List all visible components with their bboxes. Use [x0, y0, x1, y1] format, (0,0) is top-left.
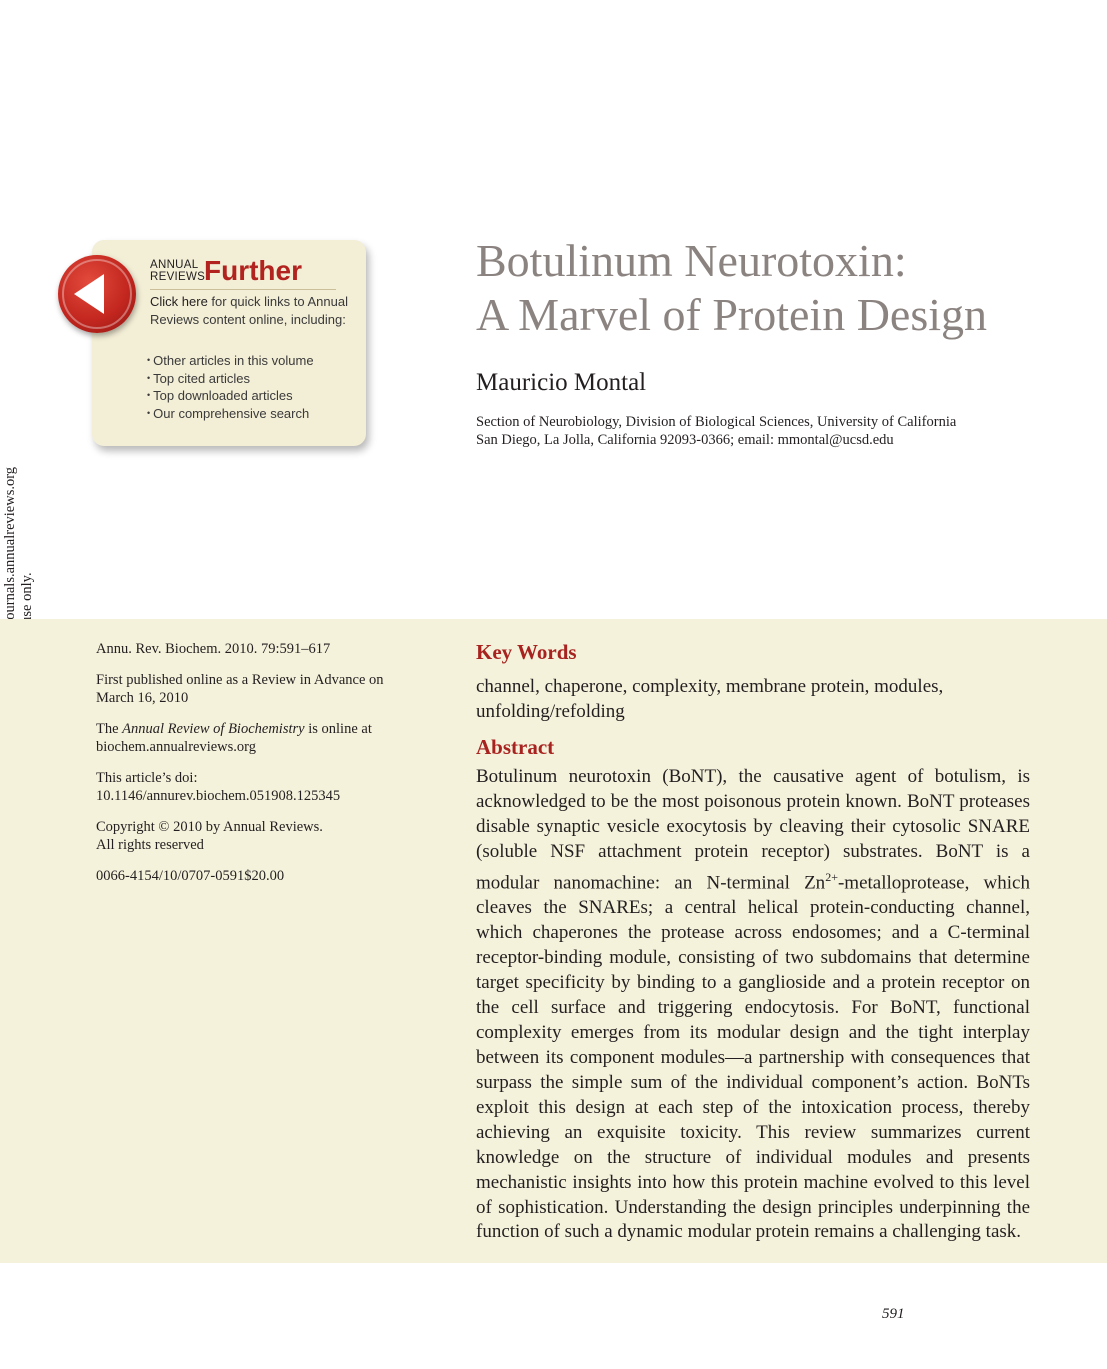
click-here-link[interactable]: Click here [150, 294, 208, 309]
article-title: Botulinum Neurotoxin: A Marvel of Protein Design [476, 235, 988, 340]
abstract-heading: Abstract [476, 735, 555, 759]
abstract-column [476, 638, 1030, 1245]
key-words-heading: Key Words [476, 640, 577, 664]
page-number: 591 [882, 1306, 905, 1322]
further-link-top-downloaded[interactable]: • Top downloaded articles [147, 387, 314, 405]
author-name: Mauricio Montal [476, 369, 647, 396]
further-link-search[interactable]: • Our comprehensive search [147, 405, 314, 423]
key-words: channel, chaperone, complexity, membrane protein, modules, unfolding/refolding [476, 676, 944, 722]
article-metadata [96, 640, 416, 898]
further-title: Further [204, 255, 302, 286]
issn: 0066-4154/10/0707-0591$20.00 [96, 868, 285, 884]
copyright: Copyright © 2010 by Annual Reviews. All rights reserved [96, 819, 323, 853]
divider [150, 289, 336, 290]
further-description: Click here for quick links to Annual Reviews content online, including: [150, 294, 348, 327]
further-links [147, 352, 314, 423]
citation: Annu. Rev. Biochem. 2010. 79:591–617 [96, 641, 331, 657]
abstract-text: Botulinum neurotoxin (BoNT), the causative agent of botulism, is acknowledged to be the most poisonous protein known. BoNT proteases disable synaptic vesicle exocytosis by cleaving their cytosolic SNARE (soluble NSF attachment protein receptor) substrates. BoNT is a modular nanomachine: an N-terminal $Zn^{2+}$-metalloprotease, which cleaves the SNAREs; a central helical protein-conducting channel, which chaperones the protease across endosomes; and a C-terminal receptor-binding module, consisting of two subdomains that determine target specificity by binding to a ganglioside and a protein receptor on the cell surface and triggering endocytosis. For BoNT, functional complexity emerges from its modular design and the tight interplay between its component modules—a partnership with consequences that surpass the simple sum of the individual component’s action. BoNTs exploit this design at each step of the intoxication process, thereby achieving an exquisite toxicity. This review summarizes current knowledge on the structure of individual modules and presents mechanistic insights into how this protein machine evolved to this level of sophistication. Understanding the design principles underpinning the function of such a dynamic modular protein remains a challenging task. [476, 766, 1030, 1243]
first-published: First published online as a Review in Advance on March 16, 2010 [96, 672, 384, 706]
affiliation: Section of Neurobiology, Division of Biological Sciences, University of California San Diego, La Jolla, California 92093-0366; email: mmontal@ucsd.edu [476, 414, 957, 448]
further-link-top-cited[interactable]: • Top cited articles [147, 370, 314, 388]
back-arrow-icon[interactable] [58, 255, 136, 333]
doi: This article’s doi: 10.1146/annurev.biochem.051908.125345 [96, 770, 341, 804]
annual-reviews-logo: ANNUAL REVIEWS [150, 259, 206, 283]
journal-online: The Annual Review of Biochemistry is online at biochem.annualreviews.org [96, 721, 372, 755]
further-link-other-articles[interactable]: • Other articles in this volume [147, 352, 314, 370]
